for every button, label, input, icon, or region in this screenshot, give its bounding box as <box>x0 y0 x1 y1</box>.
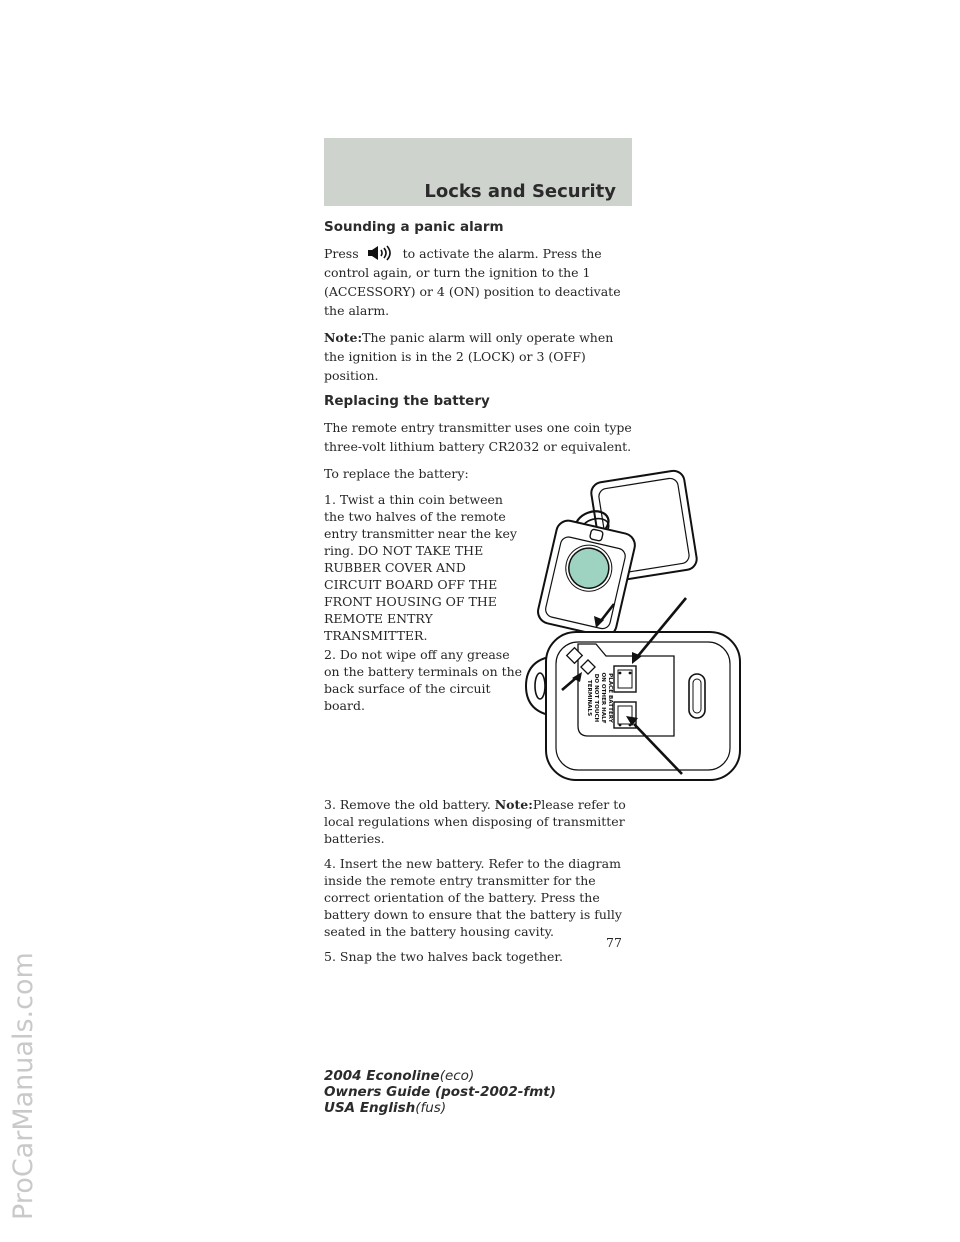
step-1: 1. Twist a thin coin between the two halves of the remote entry transmitter near the key ring. DO NOT TAKE THE RUBBER COVER AND CIRCUIT BOARD OFF THE FRONT HOUSING OF THE REMOTE ENTRY TRANSMITTER. <box>324 492 517 643</box>
footer <box>324 1068 556 1116</box>
step-3-note-label: Note: <box>494 797 533 812</box>
label-other-half: ON OTHER HALF <box>600 672 606 724</box>
circuit-board-diagram <box>522 594 744 784</box>
page-content <box>324 219 634 973</box>
step2-row <box>324 646 634 788</box>
circuit-board-figure <box>522 594 744 788</box>
panic-alarm-text <box>324 244 634 320</box>
footer-line-3 <box>324 1100 556 1116</box>
speaker-panic-icon <box>366 245 396 261</box>
replacing-battery-heading: Replacing the battery <box>324 393 490 409</box>
battery-intro: The remote entry transmitter uses one coin type three-volt lithium battery CR2032 or equivalent. <box>324 420 632 454</box>
note-label: Note: <box>324 330 363 345</box>
section-title: Locks and Security <box>424 181 616 202</box>
label-place-battery: PLACE BATTERY <box>607 673 613 723</box>
step-3-text: 3. Remove the old battery. <box>324 797 491 812</box>
label-do-not-touch: DO NOT TOUCH <box>593 673 599 723</box>
header-band <box>324 138 632 206</box>
watermark: ProCarManuals.com <box>8 952 39 1220</box>
note-text: The panic alarm will only operate when the ignition is in the 2 (LOCK) or 3 (OFF) position. <box>324 330 614 383</box>
step-5: 5. Snap the two halves back together. <box>324 949 563 964</box>
to-replace-text: To replace the battery: <box>324 466 469 481</box>
footer-model-code: (eco) <box>439 1068 475 1084</box>
footer-language: USA English <box>324 1100 416 1116</box>
label-terminals: TERMINALS <box>586 679 592 717</box>
footer-model: 2004 Econoline <box>324 1068 440 1084</box>
footer-line-2: Owners Guide (post-2002-fmt) <box>324 1084 556 1100</box>
panic-note <box>324 328 634 385</box>
panic-instructions: to activate the alarm. Press the control again, or turn the ignition to the 1 (ACCESSORY) or 4 (ON) position to deactivate the alarm. <box>324 246 621 318</box>
panic-alarm-heading: Sounding a panic alarm <box>324 219 504 235</box>
footer-language-code: (fus) <box>415 1100 447 1116</box>
step-3-note-text: Please refer to local regulations when disposing of transmitter batteries. <box>324 797 626 846</box>
press-text: Press <box>324 246 359 261</box>
step-4: 4. Insert the new battery. Refer to the diagram inside the remote entry transmitter for the correct orientation of the battery. Press the battery down to ensure that the battery is fully seated in the battery housing cavity. <box>324 856 622 939</box>
step-2: 2. Do not wipe off any grease on the battery terminals on the back surface of the circuit board. <box>324 647 523 713</box>
page-number: 77 <box>606 935 622 950</box>
footer-line-1 <box>324 1068 556 1084</box>
step-3 <box>324 796 634 847</box>
